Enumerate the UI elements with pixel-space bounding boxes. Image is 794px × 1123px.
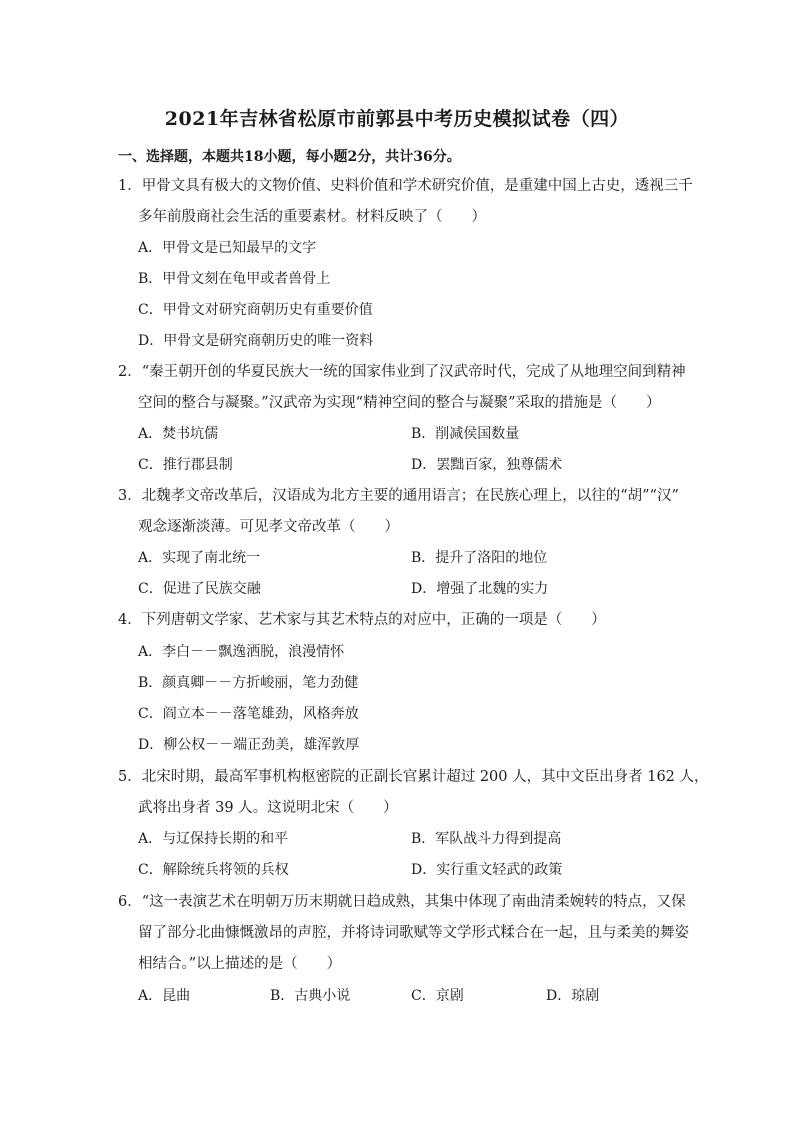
question-6-option-d: D．琼剧: [546, 988, 600, 1004]
question-1-option-c: C．甲骨文对研究商朝历史有重要价值: [138, 302, 373, 318]
question-6-option-c: C．京剧: [411, 988, 464, 1004]
question-4-option-d: D．柳公权－－端正劲美，雄浑敦厚: [138, 737, 360, 753]
question-3-line-2: 观念逐渐淡薄。可见孝文帝改革（ ）: [138, 519, 399, 535]
question-6-line-3: 相结合。”以上描述的是（ ）: [138, 956, 342, 972]
question-2-option-a: A．焚书坑儒: [138, 426, 219, 442]
question-5-line-2: 武将出身者 39 人。这说明北宋（ ）: [138, 800, 398, 816]
question-5-line-1: 5．北宋时期，最高军事机构枢密院的正副长官累计超过 200 人，其中文臣出身者 162 人，: [118, 769, 709, 785]
question-5-option-d: D．实行重文轻武的政策: [411, 862, 563, 878]
question-3-option-d: D．增强了北魏的实力: [411, 581, 549, 597]
question-1-option-b: B．甲骨文刻在龟甲或者兽骨上: [138, 271, 331, 287]
question-5-option-b: B．军队战斗力得到提高: [411, 831, 562, 847]
question-5-option-c: C．解除统兵将领的兵权: [138, 862, 289, 878]
question-4-option-b: B．颜真卿－－方折峻丽，笔力劲健: [138, 675, 359, 691]
question-6-option-a: A．昆曲: [138, 988, 191, 1004]
section-heading: 一、选择题，本题共18小题，每小题2分，共计36分。: [118, 149, 461, 165]
question-6-line-2: 留了部分北曲慷慨激昂的声腔，并将诗词歌赋等文学形式糅合在一起，且与柔美的舞姿: [138, 925, 689, 941]
question-1-line-2: 多年前殷商社会生活的重要素材。材料反映了（ ）: [138, 209, 486, 225]
question-1-option-a: A．甲骨文是已知最早的文字: [138, 240, 317, 256]
question-2-line-2: 空间的整合与凝聚。”汉武帝为实现“精神空间的整合与凝聚”采取的措施是（ ）: [138, 395, 661, 411]
question-4-option-a: A．李白－－飘逸洒脱，浪漫情怀: [138, 644, 345, 660]
question-3-option-b: B．提升了洛阳的地位: [411, 550, 548, 566]
question-4-line-1: 4．下列唐朝文学家、艺术家与其艺术特点的对应中，正确的一项是（ ）: [118, 612, 606, 628]
question-3-option-a: A．实现了南北统一: [138, 550, 261, 566]
question-3-line-1: 3．北魏孝文帝改革后，汉语成为北方主要的通用语言；在民族心理上，以往的“胡”“汉”: [118, 488, 679, 504]
question-1-line-1: 1．甲骨文具有极大的文物价值、史料价值和学术研究价值，是重建中国上古史，透视三千: [118, 178, 693, 194]
question-2-option-b: B．削减侯国数量: [411, 426, 520, 442]
page-title: 2021年吉林省松原市前郭县中考历史模拟试卷（四）: [164, 108, 630, 130]
question-4-option-c: C．阎立本－－落笔雄劲，风格奔放: [138, 706, 359, 722]
question-6-line-1: 6．“这一表演艺术在明朝万历末期就日趋成熟，其集中体现了南曲清柔婉转的特点，又保: [118, 894, 686, 910]
question-2-option-d: D．罢黜百家，独尊儒术: [411, 457, 563, 473]
question-6-option-b: B．古典小说: [270, 988, 351, 1004]
question-2-line-1: 2．“秦王朝开创的华夏民族大一统的国家伟业到了汉武帝时代，完成了从地理空间到精神: [118, 364, 686, 380]
question-2-option-c: C．推行郡县制: [138, 457, 233, 473]
question-3-option-c: C．促进了民族交融: [138, 581, 261, 597]
question-1-option-d: D．甲骨文是研究商朝历史的唯一资料: [138, 333, 374, 349]
question-5-option-a: A．与辽保持长期的和平: [138, 831, 289, 847]
